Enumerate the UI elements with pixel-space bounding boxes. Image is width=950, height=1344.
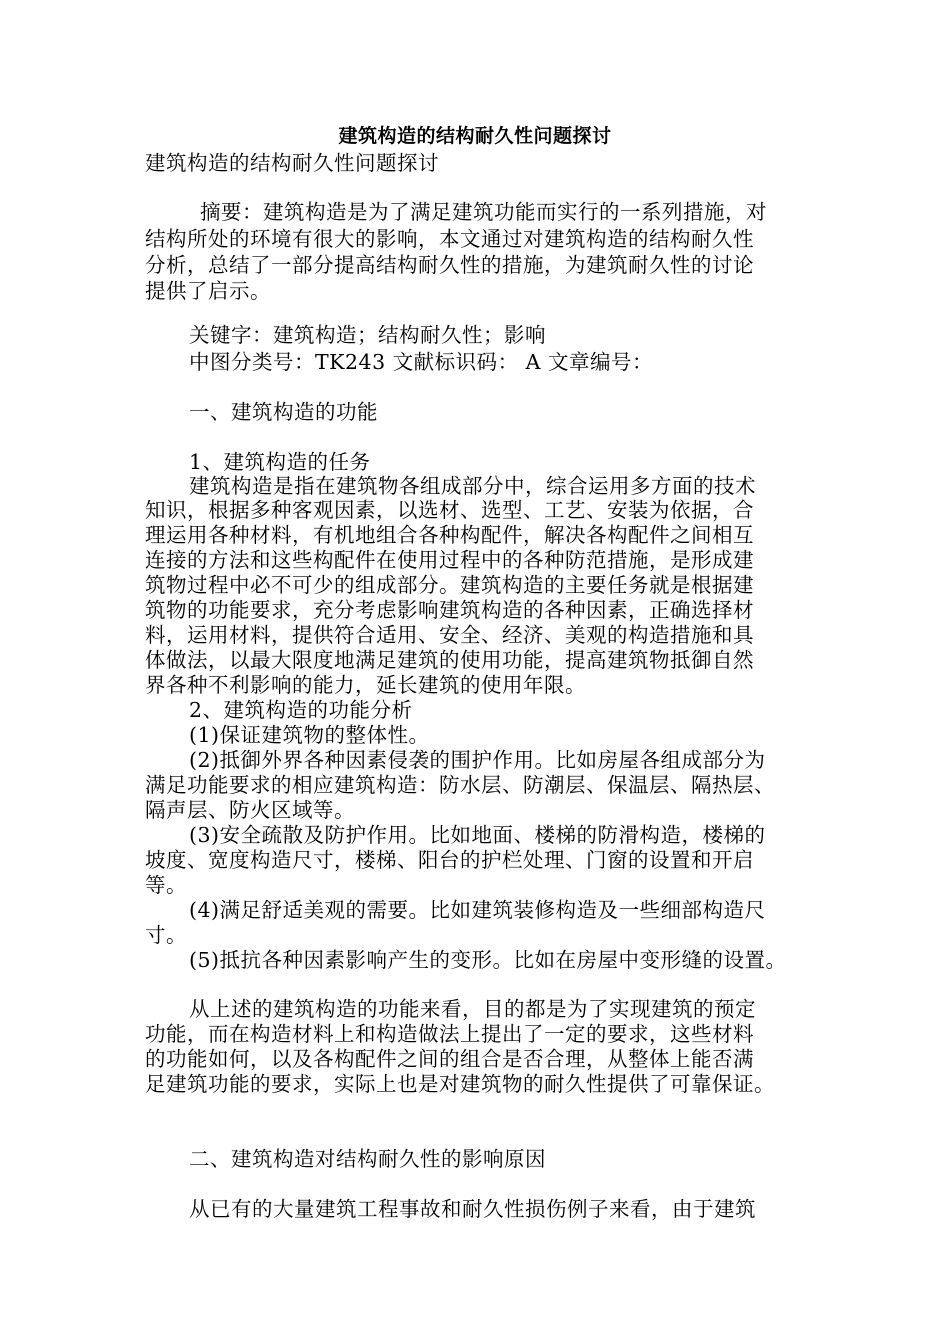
paragraph-line: 筑物的功能要求，充分考虑影响建筑构造的各种因素，正确选择材 — [145, 598, 754, 622]
paragraph-line: 体做法，以最大限度地满足建筑的使用功能，提高建筑物抵御自然 — [145, 648, 754, 672]
list-item: 等。 — [145, 873, 187, 897]
paragraph-line: 从上述的建筑构造的功能来看，目的都是为了实现建筑的预定 — [189, 997, 756, 1021]
list-item: 寸。 — [145, 923, 187, 947]
paragraph-line: 的功能如何，以及各构配件之间的组合是否合理，从整体上能否满 — [145, 1047, 754, 1071]
abstract-line: 分析，总结了一部分提高结构耐久性的措施，为建筑耐久性的讨论 — [145, 253, 754, 277]
classification-line: 中图分类号：TK243 文献标识码： A 文章编号： — [189, 350, 653, 374]
list-item: (5)抵抗各种因素影响产生的变形。比如在房屋中变形缝的设置。 — [189, 948, 787, 972]
list-item: 隔声层、防火区域等。 — [145, 798, 355, 822]
subsection-heading: 1、建筑构造的任务 — [189, 450, 371, 474]
abstract-line: 提供了启示。 — [145, 279, 271, 303]
paragraph-line: 足建筑功能的要求，实际上也是对建筑物的耐久性提供了可靠保证。 — [145, 1072, 775, 1096]
paragraph-line: 建筑构造是指在建筑物各组成部分中，综合运用多方面的技术 — [189, 474, 756, 498]
subsection-heading: 2、建筑构造的功能分析 — [189, 698, 413, 722]
list-item: (1)保证建筑物的整体性。 — [189, 723, 430, 747]
section-heading: 二、建筑构造对结构耐久性的影响原因 — [189, 1147, 546, 1171]
list-item: 满足功能要求的相应建筑构造：防水层、防潮层、保温层、隔热层、 — [145, 773, 775, 797]
paragraph-line: 筑物过程中必不可少的组成部分。建筑构造的主要任务就是根据建 — [145, 573, 754, 597]
document-subtitle: 建筑构造的结构耐久性问题探讨 — [145, 151, 439, 175]
paragraph-line: 从已有的大量建筑工程事故和耐久性损伤例子来看，由于建筑 — [189, 1197, 756, 1221]
paragraph-line: 理运用各种材料，有机地组合各种构配件，解决各构配件之间相互 — [145, 523, 754, 547]
paragraph-line: 知识，根据多种客观因素，以选材、选型、工艺、安装为依据，合 — [145, 498, 754, 522]
list-item: 坡度、宽度构造尺寸，楼梯、阳台的护栏处理、门窗的设置和开启 — [145, 848, 754, 872]
list-item: (2)抵御外界各种因素侵袭的围护作用。比如房屋各组成部分为 — [189, 748, 766, 772]
document-title: 建筑构造的结构耐久性问题探讨 — [338, 125, 612, 147]
abstract-line: 结构所处的环境有很大的影响，本文通过对建筑构造的结构耐久性 — [145, 227, 754, 251]
paragraph-line: 功能，而在构造材料上和构造做法上提出了一定的要求，这些材料 — [145, 1022, 754, 1046]
list-item: (4)满足舒适美观的需要。比如建筑装修构造及一些细部构造尺 — [189, 898, 766, 922]
keywords: 关键字：建筑构造；结构耐久性；影响 — [189, 323, 546, 347]
list-item: (3)安全疏散及防护作用。比如地面、楼梯的防滑构造，楼梯的 — [189, 823, 766, 847]
abstract-line: 摘要：建筑构造是为了满足建筑功能而实行的一系列措施，对 — [200, 200, 767, 224]
paragraph-line: 连接的方法和这些构配件在使用过程中的各种防范措施，是形成建 — [145, 548, 754, 572]
paragraph-line: 料，运用材料，提供符合适用、安全、经济、美观的构造措施和具 — [145, 623, 754, 647]
paragraph-line: 界各种不利影响的能力，延长建筑的使用年限。 — [145, 673, 586, 697]
section-heading: 一、建筑构造的功能 — [189, 400, 378, 424]
